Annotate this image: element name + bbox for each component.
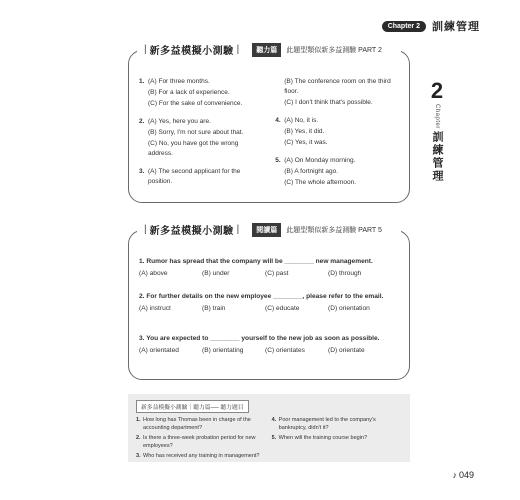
panel-header: | 新多益模擬小測驗 | 閱讀篇 此題型類似新多益測驗 PART 5: [137, 222, 401, 237]
option: (C) past: [265, 270, 289, 277]
questions-left-column: [139, 77, 265, 196]
option: (B) The conference room on the third floor.: [284, 78, 391, 95]
question-item: 1. (A) For three months. (B) For a lack of experience. (C) For the sake of convenience.: [139, 78, 243, 107]
option: (B) Sorry, I'm not sure about that.: [148, 129, 244, 136]
option: (C) For the sake of convenience.: [148, 100, 243, 107]
script-item: 3. Who has received any training in management?: [136, 453, 260, 459]
side-chapter-number: 2: [430, 78, 444, 103]
page-number-text: 049: [458, 470, 474, 480]
panel-header: | 新多益模擬小測驗 | 聽力篇 此題型類似新多益測驗 PART 2: [137, 42, 401, 57]
reading-question: [139, 257, 397, 277]
script-tag: 新多益模擬小測驗｜聽力篇── 聽力題目: [136, 400, 249, 413]
panel-subtitle: 此題型類似新多益測驗 PART 5: [286, 226, 382, 234]
option: (D) through: [328, 270, 362, 277]
script-item: 1. How long has Thomas been in charge of the accounting department?: [136, 417, 251, 431]
option: (A) Yes, here you are.: [148, 118, 211, 125]
question-stem: 2. For further details on the new employee ________, please refer to the email.: [139, 293, 384, 300]
option: (B) orientating: [202, 347, 244, 354]
option: (C) The whole afternoon.: [284, 179, 357, 186]
music-note-icon: ♪: [452, 470, 457, 480]
option: (B) A fortnight ago.: [284, 168, 339, 175]
option: (A) above: [139, 270, 168, 277]
option: (C) Yes, it was.: [284, 139, 328, 146]
option: (C) No, you have got the wrong address.: [148, 140, 239, 157]
option: (A) orientated: [139, 347, 179, 354]
option: (D) orientate: [328, 347, 365, 354]
reading-question: [139, 334, 397, 354]
option: (C) I don't think that's possible.: [284, 99, 373, 106]
question-item: 5. (A) On Monday morning. (B) A fortnight ago. (C) The whole afternoon.: [275, 157, 357, 186]
question-item: 2. (A) Yes, here you are. (B) Sorry, I'm not sure about that. (C) No, you have got the wrong address.: [139, 117, 265, 160]
side-chapter-label: Chapter: [434, 104, 440, 129]
script-item: 5. When will the training course begin?: [271, 435, 368, 441]
option: (B) For a lack of experience.: [148, 89, 230, 96]
listening-quiz-panel: [128, 44, 410, 203]
chapter-pill: Chapter 2: [382, 21, 426, 32]
option: (D) orientation: [328, 305, 370, 312]
panel-title: 新多益模擬小測驗: [149, 226, 234, 237]
option: (A) On Monday morning.: [284, 157, 356, 164]
side-tab: [424, 80, 450, 183]
script-item: 4. Poor management led to the company's bankruptcy, didn't it?: [271, 417, 376, 431]
question-item: [275, 77, 401, 109]
listening-script-box: [128, 394, 410, 462]
panel-title: 新多益模擬小測驗: [149, 46, 234, 57]
panel-subtitle: 此題型類似新多益測驗 PART 2: [286, 46, 382, 54]
option: (A) The second applicant for the position.: [148, 168, 241, 185]
script-right-column: [272, 417, 402, 464]
option: (C) orientates: [265, 347, 305, 354]
option: (B) under: [202, 270, 230, 277]
option: (A) No, it is.: [284, 117, 319, 124]
chapter-header: [382, 18, 480, 34]
option: (A) instruct: [139, 305, 171, 312]
script-left-column: [136, 417, 266, 464]
section-tag: 聽力篇: [252, 43, 281, 57]
questions-right-column: [275, 77, 401, 196]
reading-quiz-panel: [128, 224, 410, 380]
side-chapter-title: 訓練管理: [431, 130, 443, 183]
script-item: 2. Is there a three-week probation period for new employees?: [136, 435, 256, 449]
reading-question: [139, 292, 397, 312]
question-item: 4. (A) No, it is. (B) Yes, it did. (C) Yes, it was.: [275, 117, 328, 146]
question-item: 3. (A) The second applicant for the position.: [139, 167, 265, 188]
question-stem: 1. Rumor has spread that the company will be ________ new management.: [139, 258, 373, 265]
option: (A) For three months.: [148, 78, 210, 85]
option: (C) educate: [265, 305, 300, 312]
page-number: [452, 470, 474, 480]
option: (B) train: [202, 305, 226, 312]
section-tag: 閱讀篇: [252, 223, 281, 237]
question-stem: 3. You are expected to ________ yourself to the new job as soon as possible.: [139, 335, 380, 342]
chapter-title: 訓練管理: [432, 21, 480, 33]
option: (B) Yes, it did.: [284, 128, 325, 135]
